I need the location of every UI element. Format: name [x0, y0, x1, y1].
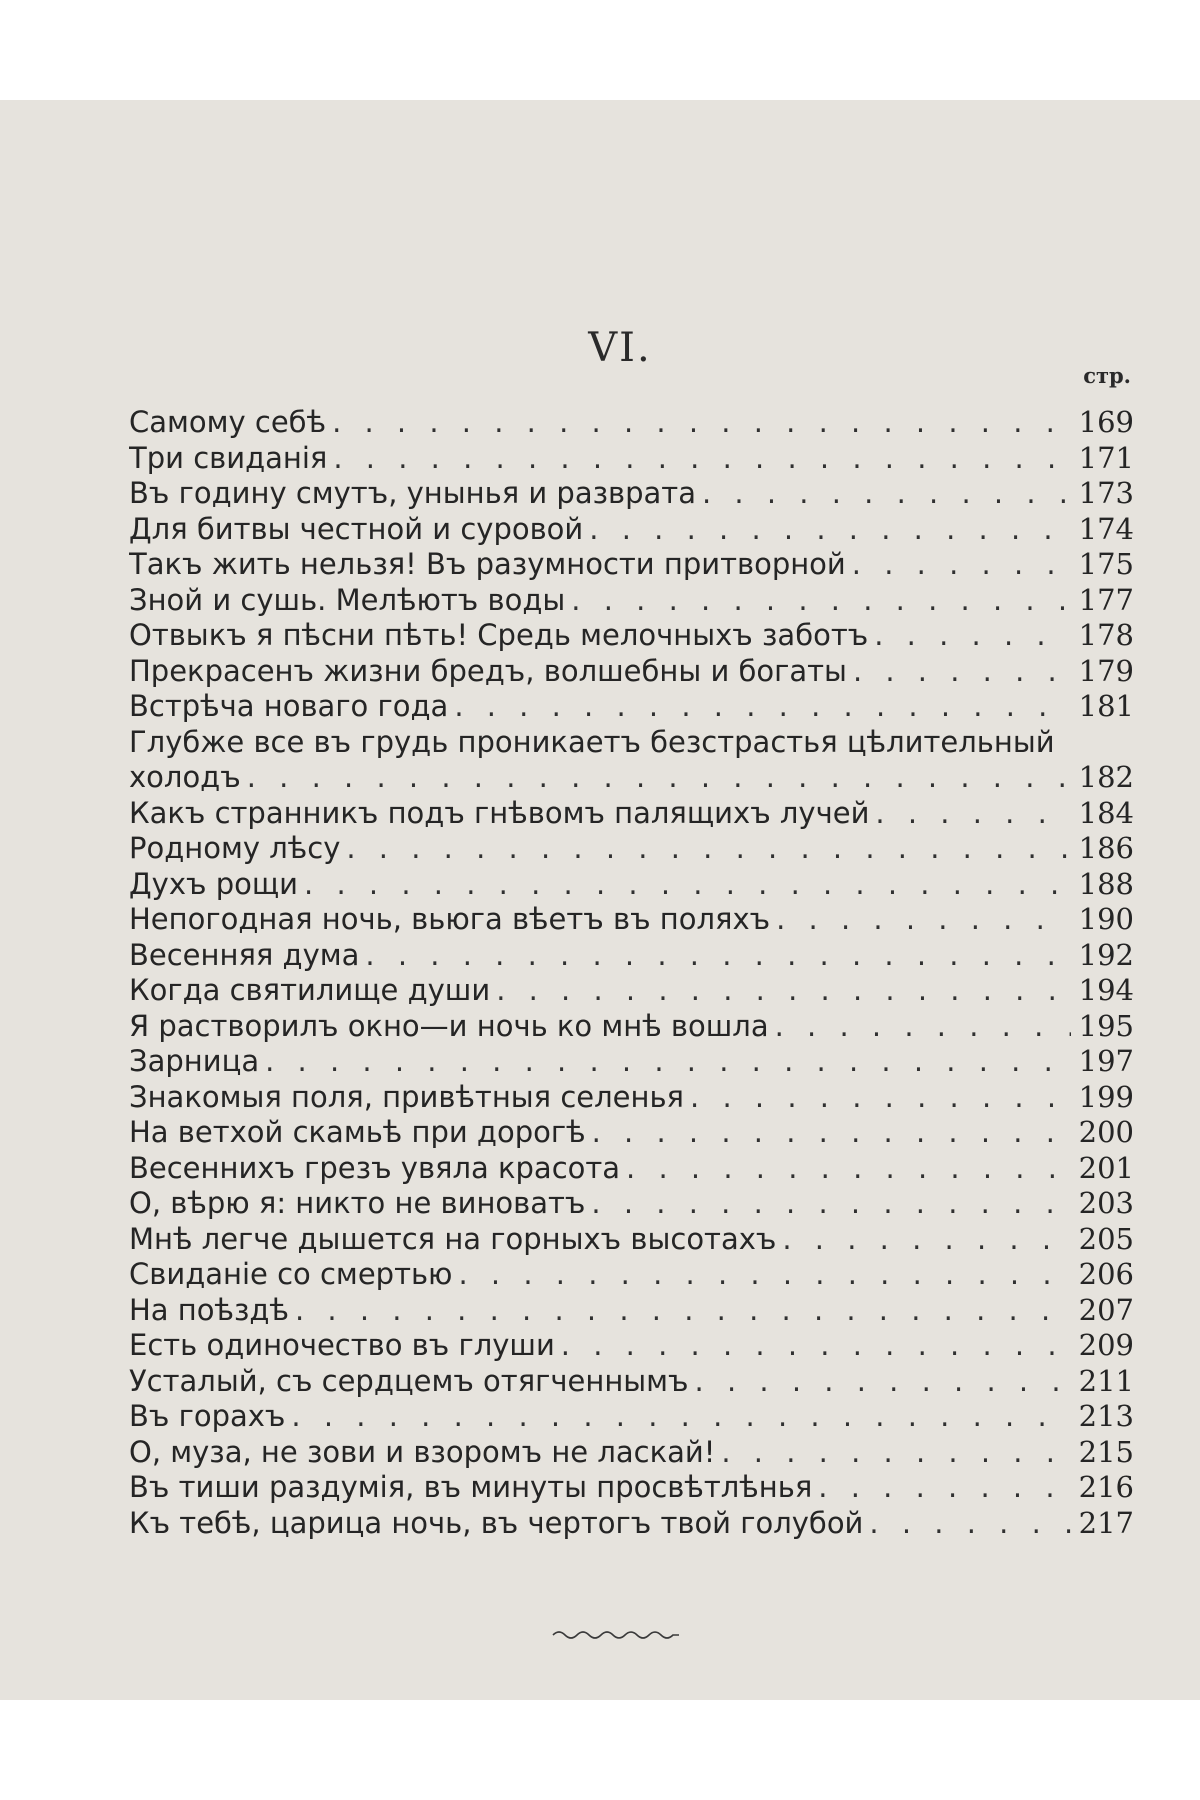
dot-leader: [359, 938, 1070, 974]
toc-entry-page: 211: [1078, 1363, 1134, 1398]
dot-leader: [452, 1257, 1070, 1293]
toc-entry-page: 171: [1078, 440, 1134, 475]
toc-entry-page: 188: [1078, 866, 1134, 901]
toc-entry-title: Весеннихъ грезъ увяла красота: [129, 1150, 621, 1185]
toc-entry: [129, 796, 1134, 832]
toc-entry: [129, 831, 1134, 867]
toc-entry-page: 186: [1078, 831, 1134, 865]
toc-entry: [129, 1222, 1134, 1258]
toc-entry-title: Весенняя дума: [129, 937, 360, 972]
toc-entry: [129, 583, 1134, 619]
toc-entry: [129, 1009, 1134, 1045]
section-title: VI.: [588, 325, 652, 371]
toc-entry-title: Непогодная ночь, вьюга вѣетъ въ поляхъ: [129, 902, 771, 936]
toc-entry-page: 175: [1078, 547, 1134, 581]
toc-entry-title: Я растворилъ окно—и ночь ко мнѣ вошла: [129, 1008, 769, 1043]
toc-entry: [129, 1506, 1134, 1542]
toc-entry: [129, 1257, 1134, 1293]
toc-entry-page: 197: [1078, 1044, 1134, 1078]
toc-entry: [129, 547, 1134, 583]
toc-entry: [129, 1044, 1134, 1080]
dot-leader: [689, 1364, 1071, 1400]
toc-entry: [129, 618, 1134, 654]
toc-entry-page: 182: [1078, 760, 1134, 794]
dot-leader: [868, 618, 1070, 654]
toc-entry-title: Самому себѣ: [129, 405, 327, 439]
toc-entry: [129, 1328, 1134, 1364]
toc-entry-page: 173: [1078, 476, 1134, 510]
toc-entry-page: 215: [1078, 1434, 1134, 1469]
toc-entry: [129, 1186, 1134, 1222]
dot-leader: [298, 867, 1071, 903]
toc-entry: [129, 1470, 1134, 1506]
dot-leader: [863, 1506, 1070, 1542]
toc-entry: [129, 512, 1134, 548]
toc-entry-title: О, вѣрю я: никто не виноватъ: [129, 1186, 586, 1220]
toc-entry: [129, 1115, 1134, 1151]
toc-entry-page: 199: [1078, 1079, 1134, 1114]
toc-entry-title: Духъ рощи: [129, 866, 299, 901]
toc-entry: [129, 1293, 1134, 1329]
toc-entry-title: Свиданіе со смертью: [129, 1257, 453, 1291]
dot-leader: [340, 831, 1070, 867]
toc-entry-title: Когда святилище души: [129, 973, 491, 1007]
toc-entry-title: Зной и сушь. Мелѣютъ воды: [129, 582, 566, 617]
toc-entry: [129, 725, 1134, 761]
tilde-ornament-icon: [551, 1627, 681, 1643]
toc-entry-page: 209: [1078, 1328, 1134, 1362]
toc-entry: [129, 867, 1134, 903]
toc-entry-title: Въ тиши раздумія, въ минуты просвѣтлѣнья: [129, 1470, 813, 1504]
toc-entry-title: Такъ жить нельзя! Въ разумности притворной: [129, 547, 846, 581]
toc-entry-title: Знакомыя поля, привѣтныя селенья: [129, 1079, 685, 1114]
dot-leader: [776, 1222, 1070, 1258]
toc-entry: [129, 689, 1134, 725]
toc-entry-title: Родному лѣсу: [129, 831, 341, 865]
toc-entry-page: 190: [1078, 902, 1134, 936]
toc-entry: [129, 1399, 1134, 1435]
dot-leader: [285, 1399, 1070, 1435]
dot-leader: [696, 476, 1071, 512]
toc-entry: [129, 441, 1134, 477]
toc-entry-title: Три свиданія: [129, 440, 328, 475]
dot-leader: [715, 1435, 1070, 1471]
toc-entry-page: 179: [1078, 653, 1134, 688]
toc-entry-page: 192: [1078, 937, 1134, 972]
toc-entry: [129, 1080, 1134, 1116]
toc-entry: [129, 476, 1134, 512]
toc-entry-title: Къ тебѣ, царица ночь, въ чертогъ твой голубой: [129, 1505, 864, 1540]
dot-leader: [490, 973, 1070, 1009]
toc-entry: [129, 405, 1134, 441]
toc-entry: [129, 1151, 1134, 1187]
dot-leader: [583, 512, 1070, 548]
toc-entry-page: 184: [1078, 795, 1134, 830]
toc-entry-page: 217: [1078, 1505, 1134, 1540]
toc-entry-title: Для битвы честной и суровой: [129, 511, 584, 546]
toc-entry-page: 194: [1078, 973, 1134, 1007]
page-column-label: стр.: [1083, 363, 1131, 388]
dot-leader: [586, 1115, 1071, 1151]
toc-entry-page: 205: [1078, 1221, 1134, 1256]
dot-leader: [684, 1080, 1071, 1116]
toc-entry-page: 201: [1078, 1150, 1134, 1185]
dot-leader: [555, 1328, 1071, 1364]
toc-entry: [129, 938, 1134, 974]
toc-entry-page: 216: [1078, 1470, 1134, 1504]
toc-entry-title: Какъ странникъ подъ гнѣвомъ палящихъ лучей: [129, 795, 870, 830]
toc-entry-title: Въ горахъ: [129, 1399, 286, 1433]
dot-leader: [241, 760, 1071, 796]
toc-entry-page: 195: [1078, 1008, 1134, 1043]
dot-leader: [847, 654, 1071, 690]
toc-entry-page: 200: [1078, 1115, 1134, 1149]
toc-entry-page: 203: [1078, 1186, 1134, 1220]
dot-leader: [770, 902, 1071, 938]
toc-entry-title: Глубже все въ грудь проникаетъ безстрастья цѣлительный: [129, 724, 1055, 759]
dot-leader: [565, 583, 1070, 619]
toc-entry-page: 213: [1078, 1399, 1134, 1433]
dot-leader: [289, 1293, 1071, 1329]
toc-entry-title: Въ годину смутъ, унынья и разврата: [129, 476, 696, 510]
toc-entry-title: Отвыкъ я пѣсни пѣть! Средь мелочныхъ заботъ: [129, 618, 869, 652]
toc-entry: [129, 654, 1134, 690]
toc-entry-title: Встрѣча новаго года: [129, 689, 449, 723]
toc-entry-title: Прекрасенъ жизни бредъ, волшебны и богаты: [129, 653, 847, 688]
toc-entry: [129, 760, 1134, 796]
dot-leader: [620, 1151, 1071, 1187]
toc-entry: [129, 1435, 1134, 1471]
toc-entry-title: Мнѣ легче дышется на горныхъ высотахъ: [129, 1221, 777, 1256]
table-of-contents: [129, 405, 1134, 1541]
toc-entry-page: 206: [1078, 1257, 1134, 1291]
toc-entry: [129, 973, 1134, 1009]
book-page: [0, 100, 1200, 1700]
toc-entry-title: холодъ: [129, 760, 241, 794]
toc-entry-title: О, муза, не зови и взоромъ не ласкай!: [129, 1434, 716, 1469]
dot-leader: [327, 441, 1070, 477]
dot-leader: [846, 547, 1071, 583]
toc-entry-title: Есть одиночество въ глуши: [129, 1328, 555, 1362]
toc-entry-page: 207: [1078, 1292, 1134, 1327]
dot-leader: [769, 1009, 1071, 1045]
toc-entry-title: Зарница: [129, 1044, 260, 1078]
toc-entry-page: 178: [1078, 618, 1134, 652]
dot-leader: [869, 796, 1070, 832]
toc-entry-page: 174: [1078, 511, 1134, 546]
toc-entry-title: На ветхой скамьѣ при дорогѣ: [129, 1115, 586, 1149]
toc-entry-page: 181: [1078, 689, 1134, 723]
dot-leader: [326, 405, 1071, 441]
dot-leader: [448, 689, 1070, 725]
dot-leader: [812, 1470, 1070, 1506]
toc-entry-page: 177: [1078, 582, 1134, 617]
toc-entry-page: 169: [1078, 405, 1134, 439]
dot-leader: [585, 1186, 1070, 1222]
toc-entry: [129, 902, 1134, 938]
toc-entry: [129, 1364, 1134, 1400]
toc-entry-title: Усталый, съ сердцемъ отягченнымъ: [129, 1363, 689, 1398]
toc-entry-title: На поѣздѣ: [129, 1292, 289, 1327]
dot-leader: [259, 1044, 1071, 1080]
